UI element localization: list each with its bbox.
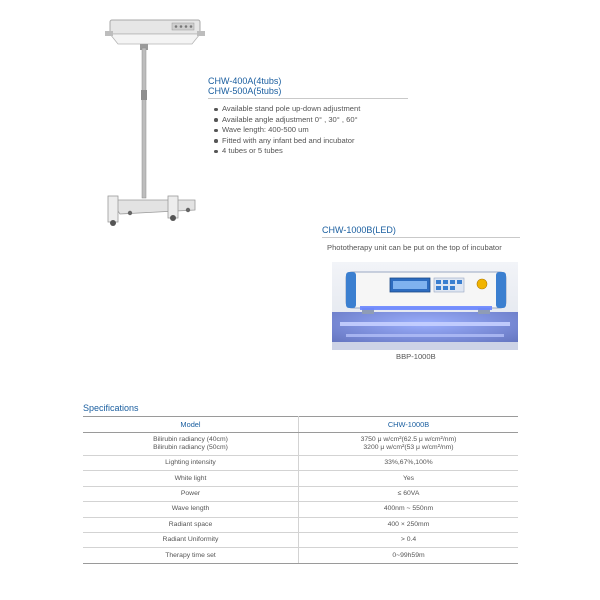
spec-label-line: Bilirubin radiancy (40cm) bbox=[153, 436, 228, 443]
spec-value: 400nm ~ 550nm bbox=[299, 502, 519, 517]
product1-model-titles bbox=[208, 76, 281, 96]
column-header-model: Model bbox=[83, 417, 299, 433]
spec-value: 0~99h59m bbox=[299, 548, 519, 563]
feature-item: 4 tubes or 5 tubes bbox=[214, 146, 360, 157]
spec-value: 33%,67%,100% bbox=[299, 456, 519, 471]
product1-feature-list bbox=[214, 104, 360, 157]
feature-item: Wave length: 400-500 um bbox=[214, 125, 360, 136]
spec-label-line: Bilirubin radiancy (50cm) bbox=[153, 444, 228, 451]
spec-value-line: 3750 μ w/cm²(62.5 μ w/cm²/nm) bbox=[360, 436, 457, 443]
divider bbox=[208, 98, 408, 99]
divider bbox=[322, 237, 520, 238]
spec-label bbox=[83, 433, 299, 456]
feature-item: Available stand pole up-down adjustment bbox=[214, 104, 360, 115]
led-phototherapy-unit-photo bbox=[332, 262, 518, 350]
table-row bbox=[83, 548, 518, 563]
table-row bbox=[83, 433, 518, 456]
product2-title: CHW-1000B(LED) bbox=[322, 225, 396, 235]
photo-caption: BBP-1000B bbox=[396, 352, 436, 361]
spec-label: Radiant space bbox=[83, 517, 299, 532]
table-header-row bbox=[83, 417, 518, 433]
spec-value: Yes bbox=[299, 471, 519, 486]
product1-title-4tubs: CHW-400A(4tubs) bbox=[208, 76, 282, 86]
spec-value-line: 3200 μ w/cm²(53 μ w/cm²/nm) bbox=[363, 444, 454, 451]
product2-description: Phototherapy unit can be put on the top of incubator bbox=[327, 243, 502, 252]
spec-value bbox=[299, 433, 519, 456]
table-row bbox=[83, 456, 518, 471]
spec-label: Therapy time set bbox=[83, 548, 299, 563]
spec-label: Radiant Uniformity bbox=[83, 532, 299, 547]
column-header-chw-1000b: CHW-1000B bbox=[299, 417, 519, 433]
spec-value: 400 × 250mm bbox=[299, 517, 519, 532]
spec-value: ≤ 60VA bbox=[299, 486, 519, 501]
spec-label: Lighting intensity bbox=[83, 456, 299, 471]
table-row bbox=[83, 471, 518, 486]
spec-label: Wave length bbox=[83, 502, 299, 517]
specifications-heading: Specifications bbox=[83, 403, 139, 413]
feature-item: Available angle adjustment 0° , 30° , 60° bbox=[214, 115, 360, 126]
table-row bbox=[83, 517, 518, 532]
spec-label: Power bbox=[83, 486, 299, 501]
spec-value: > 0.4 bbox=[299, 532, 519, 547]
spec-label: White light bbox=[83, 471, 299, 486]
table-row bbox=[83, 502, 518, 517]
product1-title-5tubs: CHW-500A(5tubs) bbox=[208, 86, 282, 96]
feature-item: Fitted with any infant bed and incubator bbox=[214, 136, 360, 147]
table-row bbox=[83, 486, 518, 501]
specifications-table bbox=[83, 416, 518, 564]
table-row bbox=[83, 532, 518, 547]
phototherapy-stand-lamp-image bbox=[100, 18, 210, 228]
